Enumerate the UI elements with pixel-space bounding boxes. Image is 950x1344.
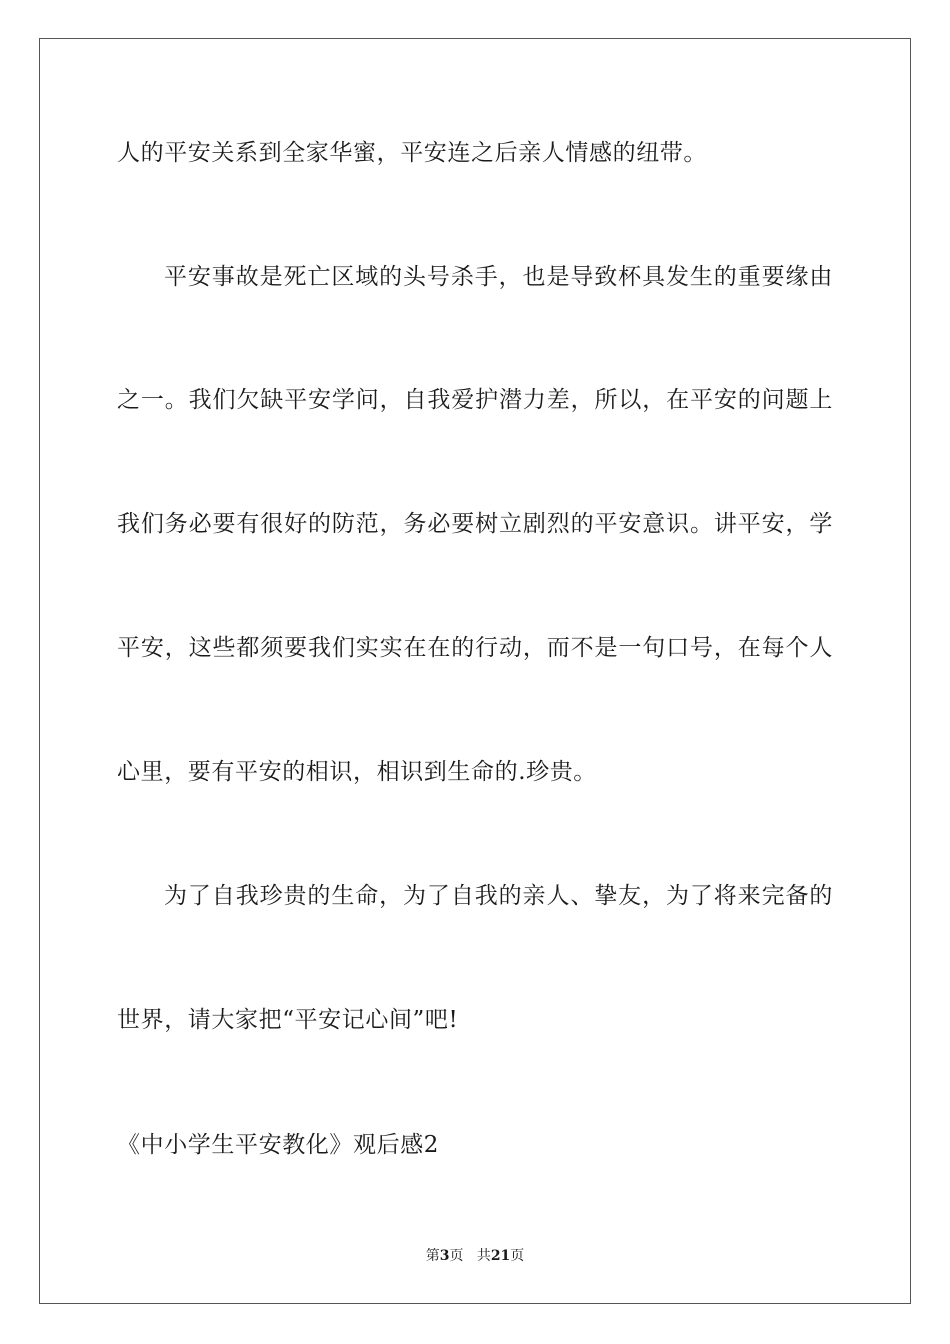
footer-page-suffix: 页 [449,1248,464,1264]
section-heading: 《中小学生平安教化》观后感2 [117,1132,440,1158]
paragraph-line-3: 之一。我们欠缺平安学问，自我爱护潜力差，所以，在平安的问题上 [117,387,833,413]
footer-total-prefix: 共 [476,1248,491,1264]
page-footer [0,1247,950,1265]
footer-total-number: 21 [490,1248,511,1264]
paragraph-line-4: 我们务必要有很好的防范，务必要树立剧烈的平安意识。讲平安，学 [117,511,833,537]
paragraph-line-6: 心里，要有平安的相识，相识到生命的.珍贵。 [117,759,597,785]
paragraph-line-2: 平安事故是死亡区域的头号杀手，也是导致杯具发生的重要缘由 [164,264,833,290]
footer-page-number: 3 [439,1248,450,1264]
paragraph-line-5: 平安，这些都须要我们实实在在的行动，而不是一句口号，在每个人 [117,635,833,661]
footer-page-prefix: 第 [425,1248,440,1264]
footer-total-suffix: 页 [510,1248,525,1264]
paragraph-line-1: 人的平安关系到全家华蜜，平安连之后亲人情感的纽带。 [117,140,707,166]
paragraph-line-8: 世界，请大家把“平安记心间”吧! [117,1007,459,1033]
paragraph-line-7: 为了自我珍贵的生命，为了自我的亲人、挚友，为了将来完备的 [164,883,833,909]
page-border [39,38,911,1304]
